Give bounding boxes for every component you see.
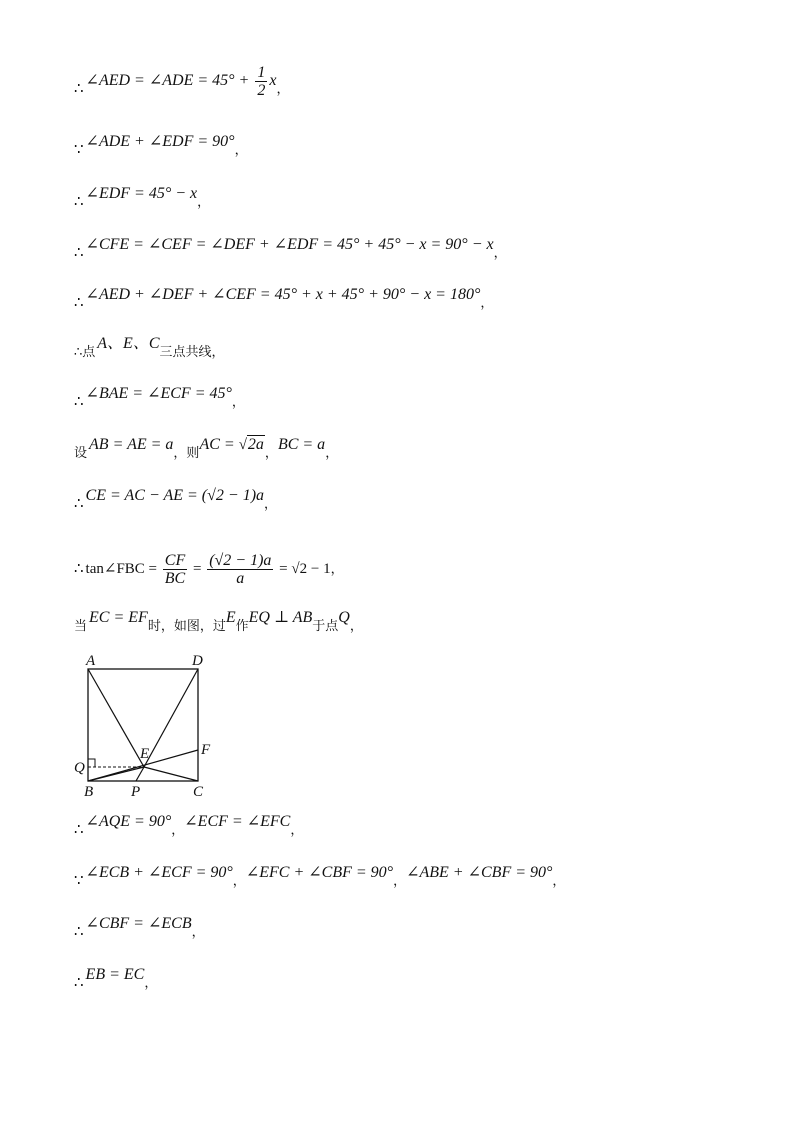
step-3 [74,185,211,213]
therefore-symbol: ∴ [74,80,84,97]
then-label: ，则 [173,446,200,461]
equation: ∠ECB + ∠ECF = 90° [85,864,233,881]
equation: ∠ADE + ∠EDF = 90° [85,133,235,150]
therefore-symbol: ∴ [74,496,84,512]
point-label: E [225,609,236,626]
punctuation: ， [144,976,158,991]
step-15 [74,966,158,994]
fraction-numerator: (√2 − 1)a [209,552,272,569]
step-9 [74,487,278,515]
therefore-symbol: ∴ [74,822,84,838]
equation: ∠ECF = ∠EFC [184,813,291,830]
points: A、E、C [97,335,160,352]
punctuation: ， [330,561,344,577]
fraction [163,552,187,587]
label-a: A [86,653,96,669]
label-b: B [84,784,94,800]
equation: EC = EF [89,609,148,626]
equation: = √2 − 1 [275,560,331,577]
label-q: Q [74,760,85,776]
right-angle-marker [88,759,95,767]
equation: ∠EFC + ∠CBF = 90° [245,864,394,881]
segment-ae [88,669,144,767]
therefore-symbol: ∴ [74,245,84,261]
therefore-symbol: ∴ [74,975,84,991]
because-symbol: ∵ [74,873,84,889]
label-d: D [192,653,203,669]
punctuation: ， [211,345,225,360]
sqrt-icon: √ [238,437,247,453]
step-10 [74,552,344,587]
step-6 [74,335,225,363]
equation: EQ ⊥ AB [248,609,313,626]
punctuation: ， [197,195,211,210]
label-c: C [193,784,204,800]
step-7 [74,385,245,413]
step-8 [74,436,339,464]
equation: AB = AE = a [89,436,174,453]
step-13 [74,864,566,892]
fraction [207,552,273,587]
let-label: 设 [74,446,88,461]
equation: (√2 − 1)a [201,487,265,504]
punctuation: ， [325,446,339,461]
punctuation: ， [231,395,245,410]
equation: BC = a [277,436,326,453]
fraction-denominator: a [236,570,245,587]
therefore-symbol: ∴ [74,924,84,940]
point-label: Q [338,609,350,626]
segment-be [88,767,144,781]
radicand: 2a [247,436,264,453]
equals-sign: = [189,560,206,577]
equation: ∠CBF = ∠ECB [85,915,192,932]
because-symbol: ∵ [74,142,84,158]
collinear-text: 三点共线 [159,345,212,360]
equation: tan∠FBC = [85,560,161,577]
equation: ∠EDF = 45° − x [85,185,198,202]
step-2 [74,133,248,161]
text: 作 [235,619,249,634]
step-4 [74,236,507,264]
punctuation: ， [234,143,248,158]
fraction-denominator: 2 [257,82,266,99]
label-f: F [201,742,211,758]
label-p: P [131,784,141,800]
step-11 [74,609,363,637]
step-5 [74,286,494,314]
equation: ∠ABE + ∠CBF = 90° [406,864,553,881]
punctuation: ， [552,874,566,889]
equation: ∠AQE = 90° [85,813,172,830]
equation: ∠AED = ∠ADE = 45° + [85,71,254,89]
therefore-symbol: ∴ [74,194,84,210]
fraction-denominator: BC [164,570,186,587]
punctuation: ， [264,497,278,512]
equation: ∠BAE = ∠ECF = 45° [85,385,232,402]
therefore-symbol: ∴ [74,295,84,311]
equation: CE = AC − AE = [85,487,202,504]
equation: ∠AED + ∠DEF + ∠CEF = 45° + x + 45° + 90° − x = 180° [85,286,481,303]
segment-ec [144,767,198,781]
therefore-point-label: ∴点 [74,345,96,360]
fraction-numerator: 1 [257,64,266,81]
label-e: E [140,746,150,762]
text: 时，如图，过 [147,619,226,634]
punctuation: ， [290,823,304,838]
step-14 [74,915,205,943]
punctuation: ， [276,81,290,97]
punctuation: ， [264,446,278,461]
step-12 [74,813,304,841]
fraction-numerator: CF [164,552,186,569]
punctuation: ， [480,296,494,311]
geometry-diagram [70,650,230,800]
equation: AC = [199,436,239,453]
fraction [255,64,267,99]
equation: ∠CFE = ∠CEF = ∠DEF + ∠EDF = 45° + 45° − x = 90° − x [85,236,494,253]
punctuation: ， [349,619,363,634]
punctuation: ， [493,246,507,261]
punctuation: ， [232,874,246,889]
punctuation: ， [191,925,205,940]
when-label: 当 [74,619,88,634]
equation: x [269,71,277,89]
therefore-symbol: ∴ [74,560,84,577]
equation: EB = EC [85,966,145,983]
punctuation: ， [393,874,407,889]
punctuation: ， [171,823,185,838]
text: 于点 [312,619,339,634]
step-1 [74,64,290,107]
therefore-symbol: ∴ [74,394,84,410]
